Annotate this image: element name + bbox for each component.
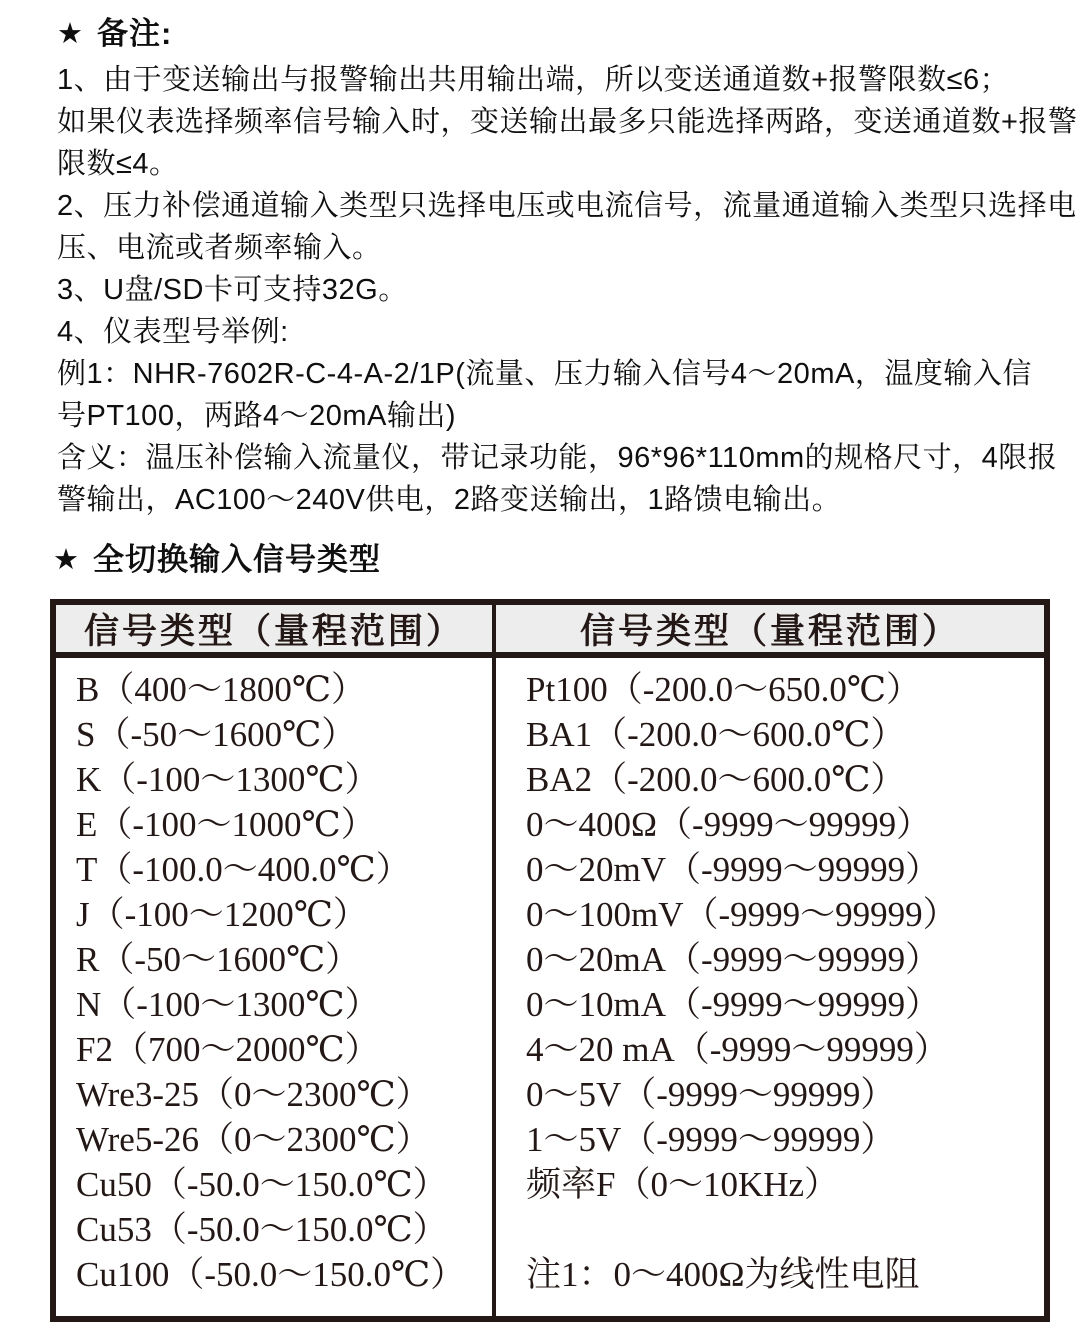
table-row: 注1：0～400Ω为线性电阻 [526, 1255, 920, 1294]
header-cell-left: 信号类型（量程范围） [56, 605, 496, 652]
table-row: Pt100（-200.0～650.0℃） [526, 670, 921, 709]
table-row: BA1（-200.0～600.0℃） [526, 715, 906, 754]
table-row: Cu53（-50.0～150.0℃） [76, 1210, 448, 1249]
table-row: 0～10mA（-9999～99999） [526, 985, 941, 1024]
note-line: 含义：温压补偿输入流量仪，带记录功能，96*96*110mm的规格尺寸，4限报 [57, 442, 1058, 474]
note-line: 压、电流或者频率输入。 [57, 232, 382, 264]
notes-body [57, 59, 1078, 521]
table-row: 0～400Ω（-9999～99999） [526, 805, 932, 844]
left-column [56, 658, 496, 1316]
table-row: BA2（-200.0～600.0℃） [526, 760, 906, 799]
table-row: 0～5V（-9999～99999） [526, 1075, 896, 1114]
table-row: K（-100～1300℃） [76, 760, 380, 799]
note-line: 4、仪表型号举例: [57, 316, 289, 348]
note-line: 号PT100，两路4～20mA输出) [57, 400, 456, 432]
star-icon: ★ [53, 544, 80, 576]
note-line: 如果仪表选择频率信号输入时，变送输出最多只能选择两路，变送通道数+报警 [57, 106, 1078, 138]
right-column [496, 658, 1044, 1316]
note-line: 例1：NHR-7602R-C-4-A-2/1P(流量、压力输入信号4～20mA，温度输入信 [57, 358, 1032, 390]
notes-title-text: 备注: [97, 16, 173, 51]
note-line: 警输出，AC100～240V供电，2路变送输出，1路馈电输出。 [57, 484, 842, 516]
table-row [526, 1207, 1044, 1252]
table-row: F2（700～2000℃） [76, 1030, 380, 1069]
table-row: S（-50～1600℃） [76, 715, 357, 754]
table-row: Cu100（-50.0～150.0℃） [76, 1255, 466, 1294]
note-line: 3、U盘/SD卡可支持32G。 [57, 274, 408, 306]
table-row: B（400～1800℃） [76, 670, 366, 709]
table-row: Wre3-25（0～2300℃） [76, 1075, 431, 1114]
table-row: E（-100～1000℃） [76, 805, 376, 844]
signal-types-table [50, 599, 1050, 1322]
table-row: 0～100mV（-9999～99999） [526, 895, 958, 934]
table-body [56, 658, 1044, 1316]
table-row: 1～5V（-9999～99999） [526, 1120, 896, 1159]
star-icon: ★ [57, 18, 84, 50]
table-row: 4～20 mA（-9999～99999） [526, 1030, 949, 1069]
table-row: T（-100.0～400.0℃） [76, 850, 411, 889]
note-line: 1、由于变送输出与报警输出共用输出端，所以变送通道数+报警限数≤6； [57, 64, 1010, 96]
notes-title [57, 12, 1062, 57]
signal-types-title [53, 538, 381, 583]
table-row: R（-50～1600℃） [76, 940, 361, 979]
signal-types-title-text: 全切换输入信号类型 [93, 542, 381, 577]
table-row: 0～20mA（-9999～99999） [526, 940, 941, 979]
table-row: 频率F（0～10KHz） [526, 1165, 840, 1204]
notes-section [57, 12, 1078, 521]
note-line: 2、压力补偿通道输入类型只选择电压或电流信号，流量通道输入类型只选择电 [57, 190, 1077, 222]
note-line: 限数≤4。 [57, 148, 179, 180]
header-cell-right: 信号类型（量程范围） [579, 611, 960, 651]
table-row: 0～20mV（-9999～99999） [526, 850, 941, 889]
table-header-row [56, 605, 1044, 658]
table-row: J（-100～1200℃） [76, 895, 368, 934]
table-row: Wre5-26（0～2300℃） [76, 1120, 431, 1159]
table-row: N（-100～1300℃） [76, 985, 380, 1024]
table-row: Cu50（-50.0～150.0℃） [76, 1165, 448, 1204]
